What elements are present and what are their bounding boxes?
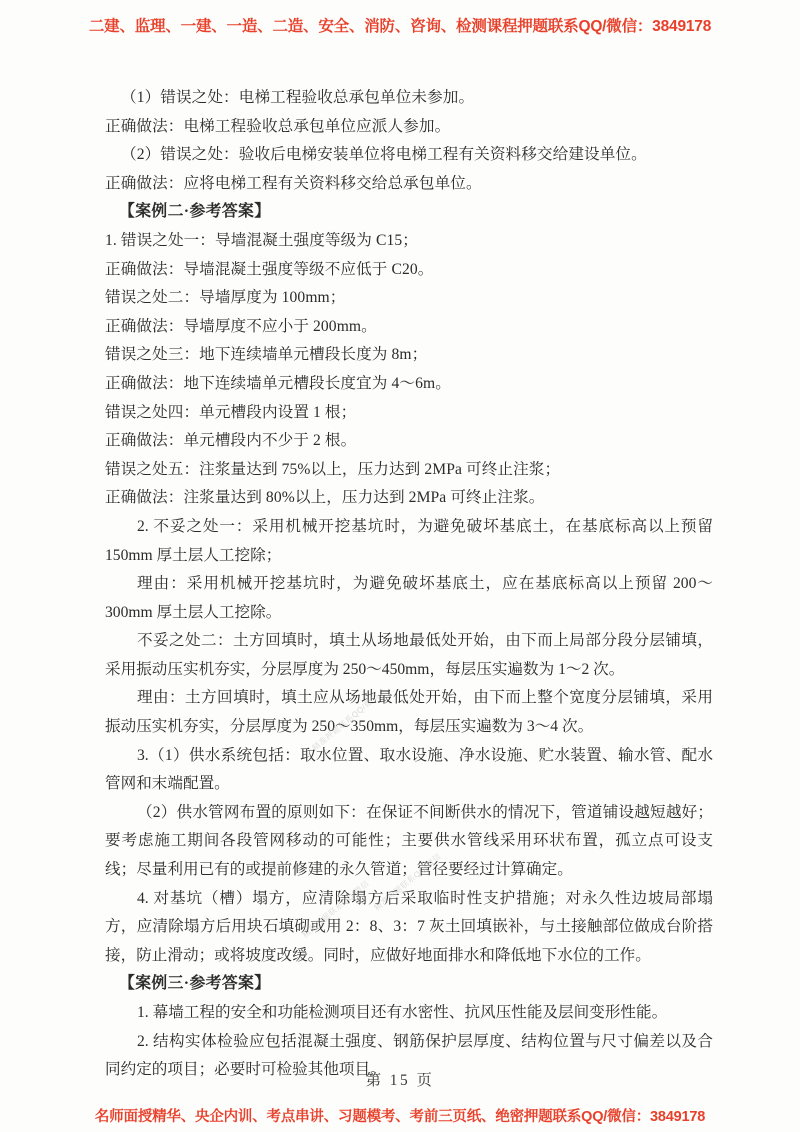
section-heading-case-three: 【案例三·参考答案】	[119, 975, 271, 993]
answer-line: 正确做法：电梯工程验收总承包单位应派人参加。	[105, 117, 451, 135]
answer-paragraph: 理由：土方回填时，填土应从场地最低处开始，由下而上整个宽度分层铺填，采用振动压实机夯实，分层厚度为 250～350mm，每层压实遍数为 3～4 次。	[105, 689, 713, 736]
answer-paragraph: 3.（1）供水系统包括：取水位置、取水设施、净水设施、贮水装置、输水管、配水管网和末端配置。	[105, 746, 713, 793]
answer-paragraph: 理由：采用机械开挖基坑时，为避免破坏基底土，应在基底标高以上预留 200～300mm 厚土层人工挖除。	[105, 575, 713, 621]
watermark-stamp: 精准押题联系QQ/微信	[372, 851, 443, 913]
answer-line: 1. 错误之处一：导墙混凝土强度等级为 C15；	[105, 231, 418, 249]
answer-line: （1）错误之处：电梯工程验收总承包单位未参加。	[121, 89, 475, 106]
document-body	[105, 84, 713, 1085]
page-number: 第 15 页	[365, 1072, 435, 1089]
section-heading-case-two: 【案例二·参考答案】	[119, 203, 271, 221]
answer-line: 错误之处四：单元槽段内设置 1 根；	[105, 403, 357, 421]
answer-line: 正确做法：导墙混凝土强度等级不应低于 C20。	[105, 260, 434, 278]
answer-paragraph: 不妥之处二：土方回填时，填土从场地最低处开始，由下而上局部分段分层铺填，采用振动压实机夯实，分层厚度为 250～450mm，每层压实遍数为 1～2 次。	[105, 632, 713, 678]
answer-paragraph: 2. 不妥之处一：采用机械开挖基坑时，为避免破坏基底土，在基底标高以上预留 150mm 厚土层人工挖除；	[105, 517, 713, 564]
promo-banner-bottom: 名师面授精华、央企内训、考点串讲、习题模考、考前三页纸、绝密押题联系QQ/微信：3849178	[94, 1109, 706, 1125]
answer-line: 正确做法：单元槽段内不少于 2 根。	[105, 432, 357, 450]
answer-line: 正确做法：导墙厚度不应小于 200mm。	[105, 317, 377, 335]
answer-paragraph: 2. 结构实体检验应包括混凝土强度、钢筋保护层厚度、结构位置与尺寸偏差以及合同约定的项目；必要时可检验其他项目。	[105, 1032, 713, 1079]
promo-banner-top: 二建、监理、一建、一造、二造、安全、消防、咨询、检测课程押题联系QQ/微信：3849178	[88, 18, 712, 35]
answer-line: 错误之处五：注浆量达到 75%以上，压力达到 2MPa 可终止注浆；	[105, 460, 561, 478]
answer-line: 错误之处二：导墙厚度为 100mm；	[105, 289, 346, 307]
answer-paragraph: 1. 幕墙工程的安全和功能检测项目还有水密性、抗风压性能及层间变形性能。	[137, 1004, 668, 1021]
watermark-stamp: 精准押题联系QQ/微信	[310, 691, 381, 753]
answer-paragraph: 4. 对基坑（槽）塌方，应清除塌方后采取临时性支护措施；对永久性边坡局部塌方，应清除塌方后用块石填砌或用 2：8、3：7 灰土回填嵌补，与土接触部位做成台阶搭接，防止滑动；或将坡度改缓。同时，应做好地面排水和降低地下水位的工作。	[105, 889, 713, 964]
answer-line: 正确做法：注浆量达到 80%以上，压力达到 2MPa 可终止注浆。	[105, 489, 545, 507]
answer-line: 错误之处三：地下连续墙单元槽段长度为 8m；	[105, 346, 428, 364]
answer-line: 正确做法：地下连续墙单元槽段长度宜为 4～6m。	[105, 374, 451, 392]
answer-paragraph: （2）供水管网布置的原则如下：在保证不间断供水的情况下，管道铺设越短越好；要考虑施工期间各段管网移动的可能性；主要供水管线采用环状布置，孤立点可设支线；尽量利用已有的或提前修建的永久管道；管径要经过计算确定。	[105, 803, 713, 879]
answer-line: 正确做法：应将电梯工程有关资料移交给总承包单位。	[105, 174, 482, 192]
watermark-stamp: 精准押题联系QQ/微信	[300, 878, 371, 940]
answer-line: （2）错误之处：验收后电梯安装单位将电梯工程有关资料移交给建设单位。	[121, 146, 647, 164]
